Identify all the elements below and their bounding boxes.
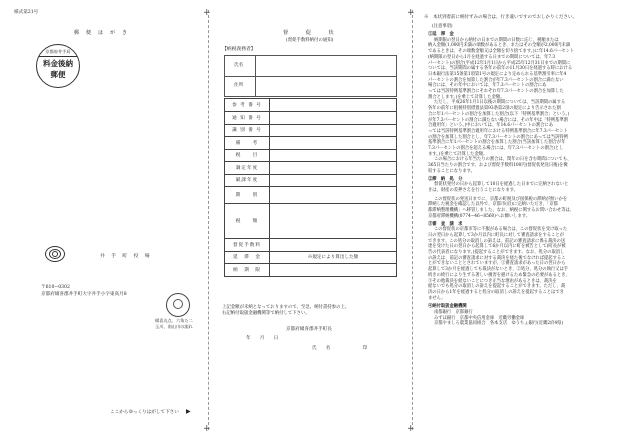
section-line: 督促状発付の日から起算して10日を経過した日までに完納されないと bbox=[434, 182, 569, 188]
section-line: 告の代表者になります。)提起することができます。なお、処分の取消し bbox=[428, 250, 565, 256]
row-label: 税 額 bbox=[225, 204, 270, 239]
registration-mark-icon: + bbox=[203, 8, 211, 18]
section-line: 合に年1パーセントの割合を加算した割合(以下「特例基準割合」という。) bbox=[428, 111, 570, 117]
row-value bbox=[270, 174, 397, 187]
bank-line: 京都やましろ農業協同組合 各本支店 ゆうちょ銀行(近畿2府4県) bbox=[434, 321, 564, 327]
row-label: 調定年度 bbox=[225, 162, 270, 175]
section-line: 起算して3か月を経過しても裁決がないとき、②処分、処分の執行又は手 bbox=[428, 267, 569, 273]
table-row bbox=[225, 251, 397, 264]
row-value bbox=[270, 99, 397, 112]
town-mascot-emblem-icon bbox=[166, 293, 190, 317]
section-line: 京都府滞納機構(0774−46−8560)へお願いします。 bbox=[428, 213, 530, 219]
postcard-label: 郵 便 は が き bbox=[74, 30, 129, 36]
table-row bbox=[225, 204, 397, 239]
table-row bbox=[225, 162, 397, 175]
section-line: パーセントの割合を加算した割合が年7.3パーセントの割合に満たない bbox=[428, 77, 564, 83]
section-late-fee bbox=[428, 32, 624, 175]
caution-body bbox=[428, 32, 624, 327]
section-title: ④納付取扱金融機関 bbox=[428, 304, 467, 310]
addressee-address: 京都府綴喜郡井手町大字井手小字東高月8 bbox=[41, 292, 127, 297]
table-row bbox=[225, 112, 397, 125]
notice-title: 督 促 状 bbox=[283, 30, 335, 36]
section-line: 達を受けた日の翌日から起算して6か月以内に町を被告として(町長が被 bbox=[428, 244, 566, 250]
row-value bbox=[270, 187, 397, 204]
section-line: ついては、当該期間の属する各年の前年の11月30日を経過する時における bbox=[428, 66, 573, 72]
row-label: 備 考 bbox=[225, 137, 270, 150]
postal-code: 〒610−0302 bbox=[41, 285, 70, 290]
row-label: 通 知 番 号 bbox=[225, 112, 270, 125]
stamp-main-text: 料金後納 bbox=[43, 59, 73, 68]
section-line: 日の翌日から起算して3か月以内に町長に対して審査請求をすることが bbox=[428, 232, 564, 238]
section-line: 納期限の翌日から納付の日までの期間の日数に応じ、税額または bbox=[434, 37, 559, 43]
registration-mark-icon: + bbox=[203, 424, 211, 434]
header-note: ※ 本状到着前に納付ずみの場合は、行き違いですのでおしかりください。 bbox=[424, 15, 577, 20]
sender-caption-1: 綴喜丸点、六角た二 bbox=[155, 318, 193, 323]
taxpayer-box-row-line bbox=[225, 76, 396, 77]
section-line: が年7.3パーセントの割合に満たない場合には、その年中は「特例基準割 bbox=[428, 117, 568, 123]
table-row bbox=[225, 149, 397, 162]
row-label: 税 目 bbox=[225, 149, 270, 162]
row-value bbox=[270, 124, 397, 137]
issue-date-label: 年 月 日 bbox=[246, 336, 279, 341]
row-value bbox=[270, 137, 397, 150]
table-row bbox=[225, 124, 397, 137]
section-line: 7.3パーセントの割合を超える場合には、年7.3パーセントの割合)とし bbox=[428, 146, 564, 152]
section-line: 各年の前年に租税特別措置法第93条第2項の規定により告示された割 bbox=[428, 106, 561, 112]
row-label: 参 考 番 号 bbox=[225, 99, 270, 112]
tear-arrow-icon: ▶ bbox=[186, 408, 191, 415]
table-row bbox=[225, 264, 397, 277]
fold-line-left bbox=[208, 10, 209, 430]
stamp-divider bbox=[39, 56, 77, 57]
registration-mark-icon: + bbox=[407, 8, 415, 18]
section-line: ③その他裁決を経ないことにつき正当な理由があるときは、裁決を bbox=[428, 278, 557, 284]
section-line: 365日当たりの割合です。および督促手数料100円(督促状発送日後)を徴 bbox=[428, 163, 568, 169]
section-line: 合適用年」という。)中においては、年14.6パーセントの割合にあ bbox=[428, 123, 554, 129]
section-line: この督促状の発送日までに、京都の町税及び国保税の滞納が無いかを bbox=[434, 196, 568, 202]
row-value bbox=[270, 264, 397, 277]
table-row bbox=[225, 99, 397, 112]
row-label: 延 滞 金 bbox=[225, 251, 270, 264]
section-line: 続きの続行により生ずる著しい損害を避けるため緊急の必要があるとき、 bbox=[428, 272, 570, 278]
section-line: の訴えは、前記の審査請求に対する裁決を経た後でなければ提起するこ bbox=[428, 255, 566, 261]
table-row bbox=[225, 174, 397, 187]
section-line: であるときは、その端数金額又は全額を切り捨てます。)に年14.6パーセント bbox=[428, 49, 575, 55]
section-title: ①延 滞 金 bbox=[428, 32, 454, 37]
name-label: 氏名 bbox=[234, 63, 244, 68]
section-line: ただし、平成26年1月1日以後の期間については、当該期間の属する bbox=[434, 100, 566, 106]
section-line: この督促状の京都市等に不服がある場合は、この督促状を受け取った bbox=[434, 227, 568, 233]
section-line: きは、財産の差押さえを行うことになります。 bbox=[428, 187, 518, 193]
row-label: 識 別 番 号 bbox=[225, 124, 270, 137]
stamp-sub-text: 郵便 bbox=[50, 70, 66, 79]
section-line: っては当該特例基準割合適用年における特例基準割合に年7.3パーセント bbox=[428, 128, 568, 134]
fold-line-right bbox=[412, 10, 413, 430]
postage-stamp bbox=[36, 44, 80, 88]
section-line: 収することになります。 bbox=[428, 168, 475, 174]
section-line: パーセント)の割合(平成12年1月1日から平成25年12月31日までの期間に bbox=[428, 60, 571, 66]
section-line: 日本銀行法第15条第1項第1号の規定により定められる基準割引率に年4 bbox=[428, 71, 567, 77]
row-value bbox=[270, 149, 397, 162]
section-banks bbox=[428, 304, 624, 327]
stamp-top-text: 京都府井手局 bbox=[45, 49, 71, 54]
addressee-name: 井 手 町 役 場 bbox=[100, 254, 151, 259]
registration-mark-icon: + bbox=[407, 424, 415, 434]
table-row bbox=[225, 239, 397, 252]
section-line: 経ないでも処分の取消しの訴えを提起することができます。ただし、裁 bbox=[428, 284, 566, 290]
row-value bbox=[270, 112, 397, 125]
notice-subtitle: (督促手数料納付の通知) bbox=[286, 38, 334, 43]
address-label: 住所 bbox=[234, 83, 244, 88]
section-line: 滞納した税金を確認した以外で、京都市(府)に完納いただき、「京都 bbox=[428, 202, 558, 208]
section-line: できます。この処分の取消しの訴えは、前記の審査請求に係る裁決の送 bbox=[428, 238, 566, 244]
taxpayer-box bbox=[224, 55, 397, 97]
section-line: この場合における年当たりの割合は、閏年の日を含む期間についても、 bbox=[434, 157, 572, 163]
town-logo-icon bbox=[45, 246, 65, 264]
section-line: 都滞納整理機構」へ移管しました。なお、納税に関するお問い合わせ等は、 bbox=[428, 208, 575, 214]
section-line: っては当該特例基準割合にそれぞれ年7.3パーセントの割合を加算した bbox=[428, 89, 564, 95]
section-line: の割合を加算した割合とし、年7.3パーセントの割合にあっては当該特例 bbox=[428, 134, 568, 140]
tax-detail-table bbox=[224, 98, 397, 277]
row-label: 期 別 bbox=[225, 187, 270, 204]
section-line: 基準割合に年1パーセントの割合を加算した割合(当該加算した割合が年 bbox=[428, 140, 566, 146]
bank-line: 南都銀行 京都銀行 bbox=[434, 310, 473, 316]
section-line: とができないこととされていますが、①審査請求があった日の翌日から bbox=[428, 261, 566, 267]
taxpayer-header: 【納税義務者】 bbox=[222, 47, 256, 52]
section-line: 場合には、その年中においては、年7.3パーセントの割合にあ bbox=[428, 83, 547, 89]
mayor-signature-label: 氏 名 印 bbox=[312, 346, 368, 351]
section-title: ③審 査 請 求 bbox=[428, 221, 463, 227]
section-line: ます。)を乗じて計算した金額。 bbox=[428, 151, 488, 157]
issuer-title: 京都府綴喜郡井手町長 bbox=[286, 327, 332, 332]
section-title: ②滞 納 処 分 bbox=[428, 176, 463, 182]
section-line: 割合とします。)を乗じて計算した金額。 bbox=[428, 94, 505, 100]
row-value bbox=[270, 239, 397, 252]
table-row bbox=[225, 187, 397, 204]
sender-caption-2: 玉川、南山川の流れ bbox=[155, 324, 193, 329]
tear-instruction: ここからゆっくりはがして下さい bbox=[110, 410, 179, 415]
payment-notice-line-1: 上記金額が未納となっておりますので、至急、納付書持参の上、 bbox=[222, 305, 350, 310]
row-value bbox=[270, 162, 397, 175]
row-label: 督促手数料 bbox=[225, 239, 270, 252]
caution-heading: (注意事項) bbox=[432, 24, 453, 29]
payment-notice-line-2: 右記納付取扱金融機関等で納付して下さい。 bbox=[222, 311, 310, 316]
table-row bbox=[225, 137, 397, 150]
section-line: (納期限の翌日から1月を経過する日までの期間については、年7.3 bbox=[428, 54, 556, 60]
row-value bbox=[270, 204, 397, 239]
section-line: ません。 bbox=[428, 295, 446, 301]
row-value: ※規定により算出した額 bbox=[270, 251, 397, 264]
section-appeal bbox=[428, 222, 624, 302]
section-line: 納入金額(1,000円未満の端数があるとき、またはその全額が2,000円未満 bbox=[428, 43, 571, 49]
bank-line: みずほ銀行 京都中央信用金庫 近畿労働金庫 bbox=[434, 315, 525, 321]
section-line: 決の日から1年を経過すると処分の取消しの訴えを提起することはでき bbox=[428, 289, 564, 295]
row-label: 賦課年度 bbox=[225, 174, 270, 187]
section-delinquency bbox=[428, 177, 624, 220]
form-number: 様式第21号 bbox=[14, 10, 39, 15]
row-label: 納 期 限 bbox=[225, 264, 270, 277]
